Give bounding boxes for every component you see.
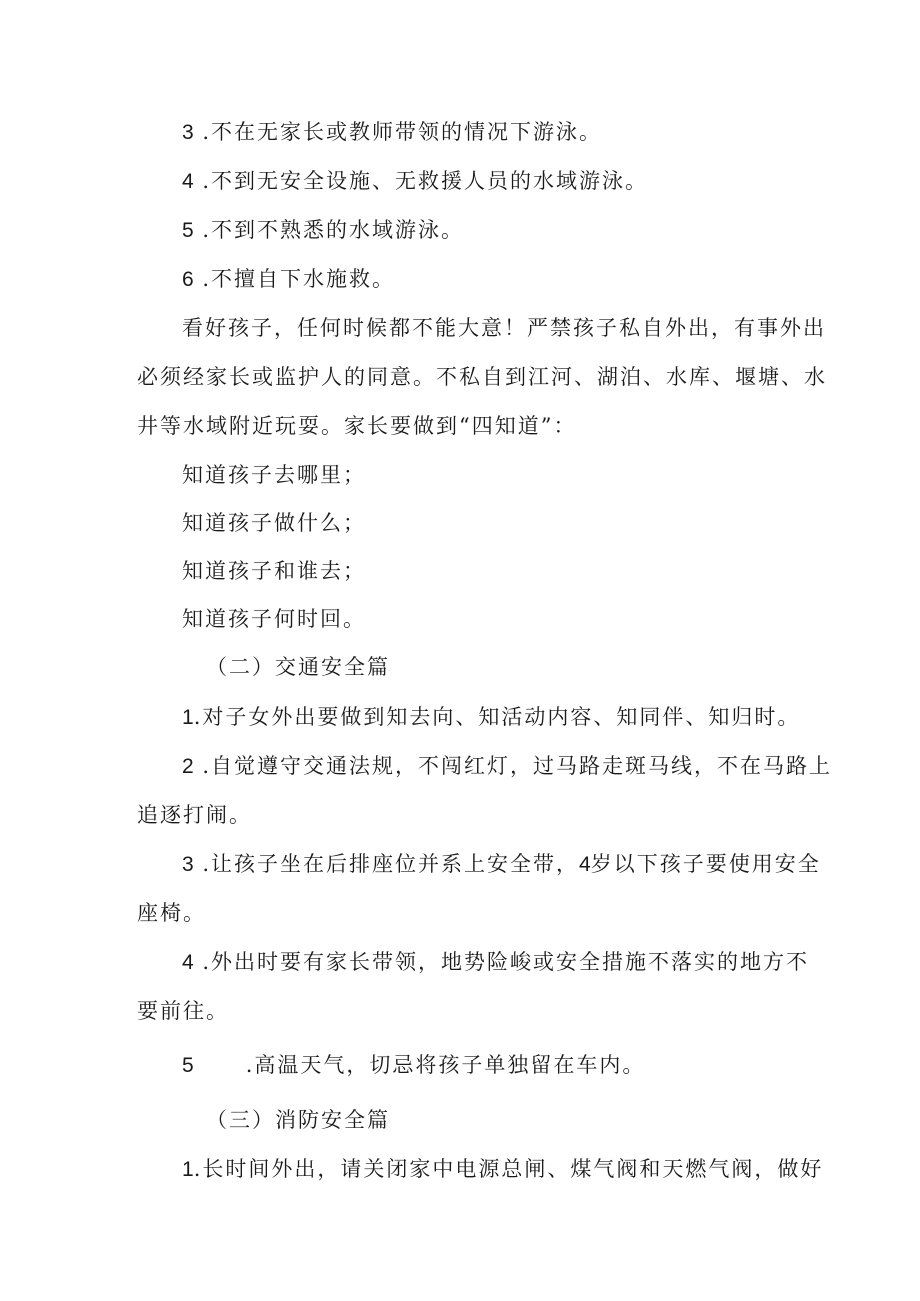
rule-text: .对子女外出要做到知去向、知活动内容、知同伴、知归时。 bbox=[193, 705, 801, 729]
rule-number: 4 bbox=[182, 951, 194, 974]
supervision-paragraph-line-2: 必须经家长或监护人的同意。不私自到江河、湖泊、水库、堰塘、水 bbox=[137, 365, 827, 389]
rule-text: .让孩子坐在后排座位并系上安全带， bbox=[193, 852, 580, 876]
rule-number: 3 bbox=[182, 853, 194, 876]
traffic-rule-3-continuation: 座椅。 bbox=[137, 901, 206, 925]
traffic-rule-2 bbox=[182, 751, 832, 782]
traffic-rule-4-continuation: 要前往。 bbox=[137, 999, 229, 1023]
four-knows-item: 知道孩子做什么； bbox=[182, 511, 366, 535]
rule-number: 2 bbox=[182, 755, 194, 778]
swim-rule-4 bbox=[182, 166, 648, 197]
rule-number: 5 bbox=[182, 1054, 194, 1077]
swim-rule-5 bbox=[182, 215, 464, 246]
rule-number: 6 bbox=[182, 268, 194, 291]
rule-text: .不到无安全设施、无救援人员的水域游泳。 bbox=[193, 169, 649, 193]
traffic-rule-5 bbox=[182, 1050, 645, 1081]
swim-rule-6 bbox=[182, 264, 395, 295]
rule-text: .自觉遵守交通法规，不闯红灯，过马路走斑马线，不在马路上 bbox=[193, 754, 833, 778]
traffic-section-heading: （二）交通安全篇 bbox=[206, 655, 390, 679]
rule-text: .不在无家长或教师带领的情况下游泳。 bbox=[193, 120, 603, 144]
rule-text: .外出时要有家长带领，地势险峻或安全措施不落实的地方不 bbox=[193, 950, 810, 974]
supervision-paragraph-line-3: 井等水域附近玩耍。家长要做到“四知道”： bbox=[137, 414, 577, 438]
traffic-rule-3 bbox=[182, 849, 821, 880]
rule-text: .高温天气，切忌将孩子单独留在车内。 bbox=[245, 1053, 646, 1077]
traffic-rule-4 bbox=[182, 947, 809, 978]
rule-text: .长时间外出，请关闭家中电源总闸、煤气阀和天燃气阀，做好 bbox=[193, 1157, 824, 1181]
swim-rule-3 bbox=[182, 117, 602, 148]
rule-number: 4 bbox=[182, 170, 194, 193]
rule-number: 1 bbox=[182, 1158, 194, 1181]
four-knows-item: 知道孩子去哪里； bbox=[182, 463, 366, 487]
rule-text: .不擅自下水施救。 bbox=[193, 267, 396, 291]
rule-number: 1 bbox=[182, 706, 194, 729]
fire-section-heading: （三）消防安全篇 bbox=[206, 1108, 390, 1132]
supervision-paragraph-line-1: 看好孩子，任何时候都不能大意！严禁孩子私自外出，有事外出 bbox=[182, 316, 826, 340]
traffic-rule-1 bbox=[182, 702, 800, 733]
age-number: 4 bbox=[579, 853, 591, 876]
rule-text: .不到不熟悉的水域游泳。 bbox=[193, 218, 465, 242]
rule-number: 3 bbox=[182, 121, 194, 144]
four-knows-item: 知道孩子何时回。 bbox=[182, 607, 366, 631]
fire-rule-1 bbox=[182, 1154, 823, 1185]
four-knows-item: 知道孩子和谁去； bbox=[182, 559, 366, 583]
rule-text: 岁以下孩子要使用安全 bbox=[590, 852, 821, 876]
rule-number: 5 bbox=[182, 219, 194, 242]
traffic-rule-2-continuation: 追逐打闹。 bbox=[137, 803, 252, 827]
